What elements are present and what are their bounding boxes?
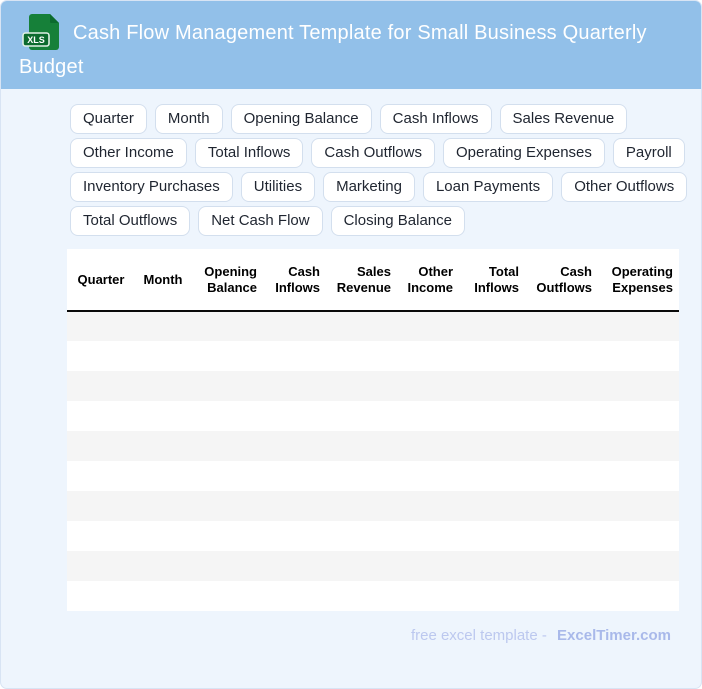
chip-cash-inflows[interactable]: Cash Inflows [380, 104, 492, 134]
table-row [67, 431, 679, 461]
table-cell [326, 551, 397, 581]
table-cell [191, 551, 263, 581]
table-cell [67, 341, 135, 371]
table-cell [525, 341, 598, 371]
table-cell [135, 431, 191, 461]
column-header-quarter: Quarter [77, 271, 125, 287]
table-cell [67, 311, 135, 341]
table-cell [263, 551, 326, 581]
table-cell [397, 311, 459, 341]
table-cell [598, 461, 679, 491]
table-cell [525, 581, 598, 611]
table-cell [326, 401, 397, 431]
table-cell [191, 521, 263, 551]
table-row [67, 311, 679, 341]
table-cell [263, 311, 326, 341]
column-header-month: Month [143, 271, 183, 287]
table-cell [135, 401, 191, 431]
table-cell [397, 461, 459, 491]
table-cell [459, 431, 525, 461]
table-cell [191, 461, 263, 491]
table-cell [525, 551, 598, 581]
table-cell [263, 341, 326, 371]
chip-total-outflows[interactable]: Total Outflows [70, 206, 190, 236]
table-cell [191, 311, 263, 341]
table-cell [191, 431, 263, 461]
table-cell [191, 491, 263, 521]
column-header-opening-balance: Opening Balance [204, 263, 257, 295]
table-row [67, 581, 679, 611]
table-cell [459, 461, 525, 491]
table-cell [326, 341, 397, 371]
table-cell [67, 431, 135, 461]
table-cell [135, 341, 191, 371]
table-cell [135, 371, 191, 401]
table-cell [135, 581, 191, 611]
table-cell [67, 461, 135, 491]
table-cell [397, 581, 459, 611]
table-cell [397, 341, 459, 371]
table-cell [135, 491, 191, 521]
table-cell [135, 311, 191, 341]
table-cell [598, 431, 679, 461]
table-cell [598, 401, 679, 431]
table-cell [459, 371, 525, 401]
table-cell [263, 431, 326, 461]
table-cell [525, 461, 598, 491]
table-cell [326, 581, 397, 611]
table-cell [263, 581, 326, 611]
xls-icon-label: XLS [27, 35, 45, 45]
column-header-cash-outflows: Cash Outflows [536, 263, 592, 295]
table-cell [67, 371, 135, 401]
table-cell [525, 401, 598, 431]
footer [1, 627, 701, 644]
table-cell [459, 521, 525, 551]
table-cell [191, 371, 263, 401]
table-cell [263, 491, 326, 521]
chip-cash-outflows[interactable]: Cash Outflows [311, 138, 435, 168]
table-row [67, 401, 679, 431]
chip-other-income[interactable]: Other Income [70, 138, 187, 168]
table-cell [598, 551, 679, 581]
table-cell [598, 341, 679, 371]
table-row [67, 371, 679, 401]
table-cell [135, 521, 191, 551]
table-cell [598, 311, 679, 341]
table-cell [67, 401, 135, 431]
table-cell [459, 401, 525, 431]
chip-quarter[interactable]: Quarter [70, 104, 147, 134]
chip-inventory-purchases[interactable]: Inventory Purchases [70, 172, 233, 202]
table-row [67, 461, 679, 491]
table-cell [67, 551, 135, 581]
table-cell [598, 521, 679, 551]
chip-utilities[interactable]: Utilities [241, 172, 315, 202]
table-cell [135, 461, 191, 491]
table-cell [135, 551, 191, 581]
table-cell [263, 461, 326, 491]
table-cell [326, 491, 397, 521]
table-row [67, 341, 679, 371]
table-cell [191, 581, 263, 611]
table-cell [263, 371, 326, 401]
header-bar [1, 1, 701, 89]
column-header-total-inflows: Total Inflows [474, 263, 519, 295]
table-cell [459, 551, 525, 581]
table-cell [326, 431, 397, 461]
table-cell [191, 401, 263, 431]
column-header-cash-inflows: Cash Inflows [275, 263, 320, 295]
column-header-sales-revenue: Sales Revenue [336, 263, 391, 295]
table-cell [525, 311, 598, 341]
chip-sales-revenue[interactable]: Sales Revenue [500, 104, 628, 134]
table-cell [397, 431, 459, 461]
table-wrap [67, 249, 679, 611]
field-chips [70, 104, 698, 236]
chip-total-inflows[interactable]: Total Inflows [195, 138, 304, 168]
chip-operating-expenses[interactable]: Operating Expenses [443, 138, 605, 168]
chip-loan-payments[interactable]: Loan Payments [423, 172, 553, 202]
column-header-operating-expenses: Operating Expenses [611, 263, 673, 295]
chip-other-outflows[interactable]: Other Outflows [561, 172, 687, 202]
column-header-other-income: Other Income [407, 263, 453, 295]
table-cell [326, 371, 397, 401]
footer-brand-link[interactable]: ExcelTimer.com [557, 627, 671, 644]
table-cell [525, 521, 598, 551]
table-cell [326, 461, 397, 491]
table-cell [459, 311, 525, 341]
table-header [67, 249, 679, 311]
chip-marketing[interactable]: Marketing [323, 172, 415, 202]
table-cell [525, 431, 598, 461]
chip-payroll[interactable]: Payroll [613, 138, 685, 168]
budget-table [67, 249, 679, 611]
chip-month[interactable]: Month [155, 104, 223, 134]
chip-net-cash-flow[interactable]: Net Cash Flow [198, 206, 322, 236]
table-cell [459, 581, 525, 611]
table-cell [525, 371, 598, 401]
table-cell [67, 491, 135, 521]
table-cell [598, 581, 679, 611]
table-cell [67, 521, 135, 551]
table-cell [525, 491, 598, 521]
table-cell [326, 521, 397, 551]
table-row [67, 551, 679, 581]
table-cell [397, 521, 459, 551]
table-cell [397, 551, 459, 581]
table-cell [397, 401, 459, 431]
table-cell [397, 371, 459, 401]
page-title: Cash Flow Management Template for Small Business Quarterly Budget [19, 22, 647, 78]
xls-file-icon [19, 12, 63, 52]
table-row [67, 491, 679, 521]
footer-text: free excel template - [410, 627, 547, 644]
table-cell [263, 521, 326, 551]
table-cell [263, 401, 326, 431]
table-cell [459, 341, 525, 371]
table-cell [459, 491, 525, 521]
table-cell [191, 341, 263, 371]
table-cell [326, 311, 397, 341]
table-cell [397, 491, 459, 521]
chip-closing-balance[interactable]: Closing Balance [331, 206, 465, 236]
table-cell [598, 491, 679, 521]
table-cell [598, 371, 679, 401]
table-row [67, 521, 679, 551]
table-cell [67, 581, 135, 611]
chip-opening-balance[interactable]: Opening Balance [231, 104, 372, 134]
